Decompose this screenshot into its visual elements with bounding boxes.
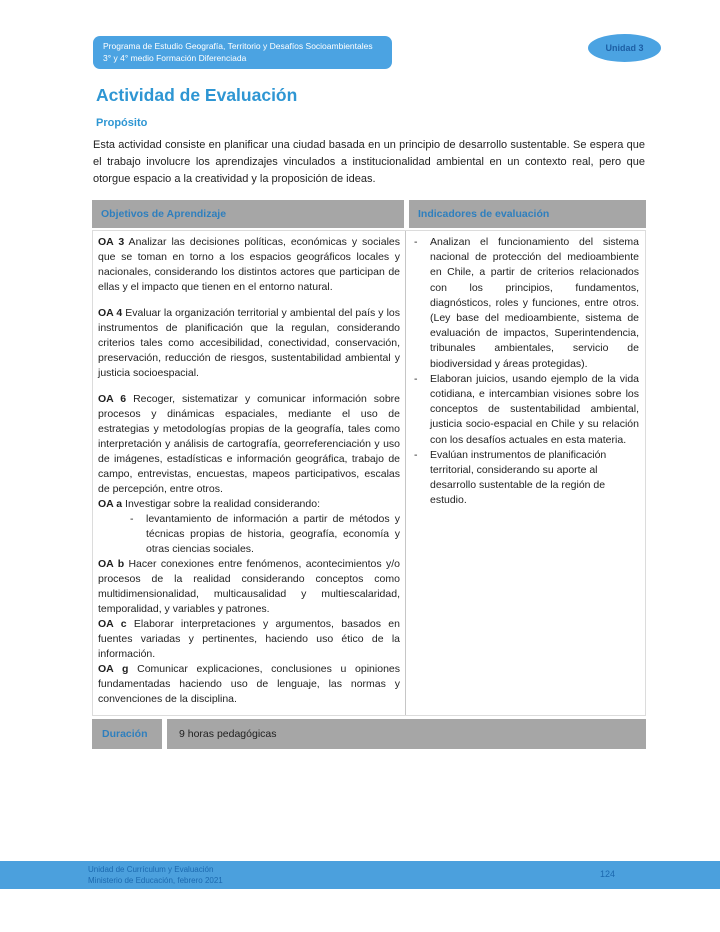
indicator-item [414, 448, 639, 509]
objective-code: OA a [98, 498, 123, 510]
indicator-item [414, 235, 639, 372]
objective-code: OA c [98, 618, 127, 630]
table-body-row [92, 230, 646, 716]
indicator-text: Evalúan instrumentos de planificación territorial, considerando su aporte al desarrollo sustentable de la región de estudio. [430, 448, 607, 507]
objective-code: OA 3 [98, 236, 125, 248]
footer-line1: Unidad de Currículum y Evaluación [88, 865, 214, 874]
footer-line2: Ministerio de Educación, febrero 2021 [88, 876, 223, 885]
dash-bullet: - [414, 448, 418, 461]
indicator-text: Elaboran juicios, usando ejemplo de la vida cotidiana, e intercambian visiones sobre los conceptos de sustentabilidad ambiental, justicia socio-espacial en Chile y su relación con los desafíos actuales en esta materia. [430, 372, 639, 446]
footer-organization [88, 864, 223, 886]
indicators-cell [405, 231, 645, 715]
objective-item: OA 4 Evaluar la organización territorial y ambiental del país y los instrumentos de planificación que la regulan, considerando criterios tales como accesibilidad, conectividad, conservación, preservación, reducción de riesgos, sustentabilidad ambiental y justicia socioespacial. [98, 307, 400, 379]
indicator-item [414, 372, 639, 448]
duration-value: 9 horas pedagógicas [167, 719, 646, 749]
objective-code: OA g [98, 663, 129, 675]
footer-page-number: 124 [600, 869, 616, 879]
objective-sub-text: levantamiento de información a partir de métodos y técnicas propias de historia, geografía, economía y otras ciencias sociales. [146, 513, 400, 555]
oa-table [92, 200, 646, 749]
footer-bar [0, 861, 720, 889]
objective-sub-item [98, 512, 400, 557]
objective-item: OA b Hacer conexiones entre fenómenos, acontecimientos y/o procesos de la realidad considerando conceptos como multidimensionalidad, multicausalidad y multiescalaridad, temporalidad, y variables y patrones. [98, 558, 400, 615]
objective-code: OA b [98, 558, 125, 570]
objective-item: OA c Elaborar interpretaciones y argumentos, basados en fuentes variadas y pertinentes, haciendo uso ético de la información. [98, 618, 400, 660]
objective-code: OA 6 [98, 393, 127, 405]
duration-label: Duración [92, 719, 162, 749]
dash-bullet: - [130, 513, 134, 525]
duration-row [92, 719, 646, 749]
objective-code: OA 4 [98, 307, 123, 319]
col-header-objectives: Objetivos de Aprendizaje [92, 200, 404, 228]
objective-item: OA 3 Analizar las decisiones políticas, económicas y sociales que se toman en torno a los espacios geográficos locales y nacionales, considerando los distintos actores que participan de ellas y el impacto que tienen en el entorno natural. [98, 236, 400, 293]
purpose-heading: Propósito [96, 117, 148, 129]
page-title: Actividad de Evaluación [96, 85, 298, 105]
objectives-cell [93, 231, 405, 715]
objective-item: OA g Comunicar explicaciones, conclusiones u opiniones fundamentadas haciendo uso de lenguaje, las normas y convenciones de la disciplina. [98, 663, 400, 705]
indicator-text: Analizan el funcionamiento del sistema nacional de protección del medioambiente en Chile, a partir de criterios relacionados con los principios, fundamentos, diagnósticos, roles y funciones, entre otros. (Ley base del medioambiente, sistema de evaluación de impactos, Superintendencia, tribunales ambientales, servicio de biodiversidad y áreas protegidas). [430, 236, 639, 370]
table-header-row [92, 200, 646, 228]
objective-item: OA a Investigar sobre la realidad considerando: [98, 498, 320, 510]
program-title-line2: 3° y 4° medio Formación Diferenciada [103, 53, 247, 63]
col-header-indicators: Indicadores de evaluación [409, 200, 646, 228]
program-title-line1: Programa de Estudio Geografía, Territorio y Desafíos Socioambientales [103, 41, 373, 51]
unit-badge: Unidad 3 [588, 34, 661, 62]
dash-bullet: - [414, 372, 418, 385]
purpose-paragraph: Esta actividad consiste en planificar una ciudad basada en un principio de desarrollo sustentable. Se espera que el trabajo involucre los aprendizajes vinculados a institucionalidad ambiental en un contexto real, pero que otorgue espacio a la creatividad y la proposición de ideas. [93, 139, 645, 185]
dash-bullet: - [414, 236, 418, 248]
objective-item: OA 6 Recoger, sistematizar y comunicar información sobre procesos y dinámicas espaciales, mediante el uso de estrategias y metodologías propias de la geografía, tales como interpretación y análisis de cartografía, georreferenciación y uso de imágenes, estadísticas e información geográfica, trabajo de campo, entrevistas, encuestas, mapeos participativos, escalas de percepción, entre otros. [98, 393, 400, 495]
program-header-banner [93, 36, 392, 69]
